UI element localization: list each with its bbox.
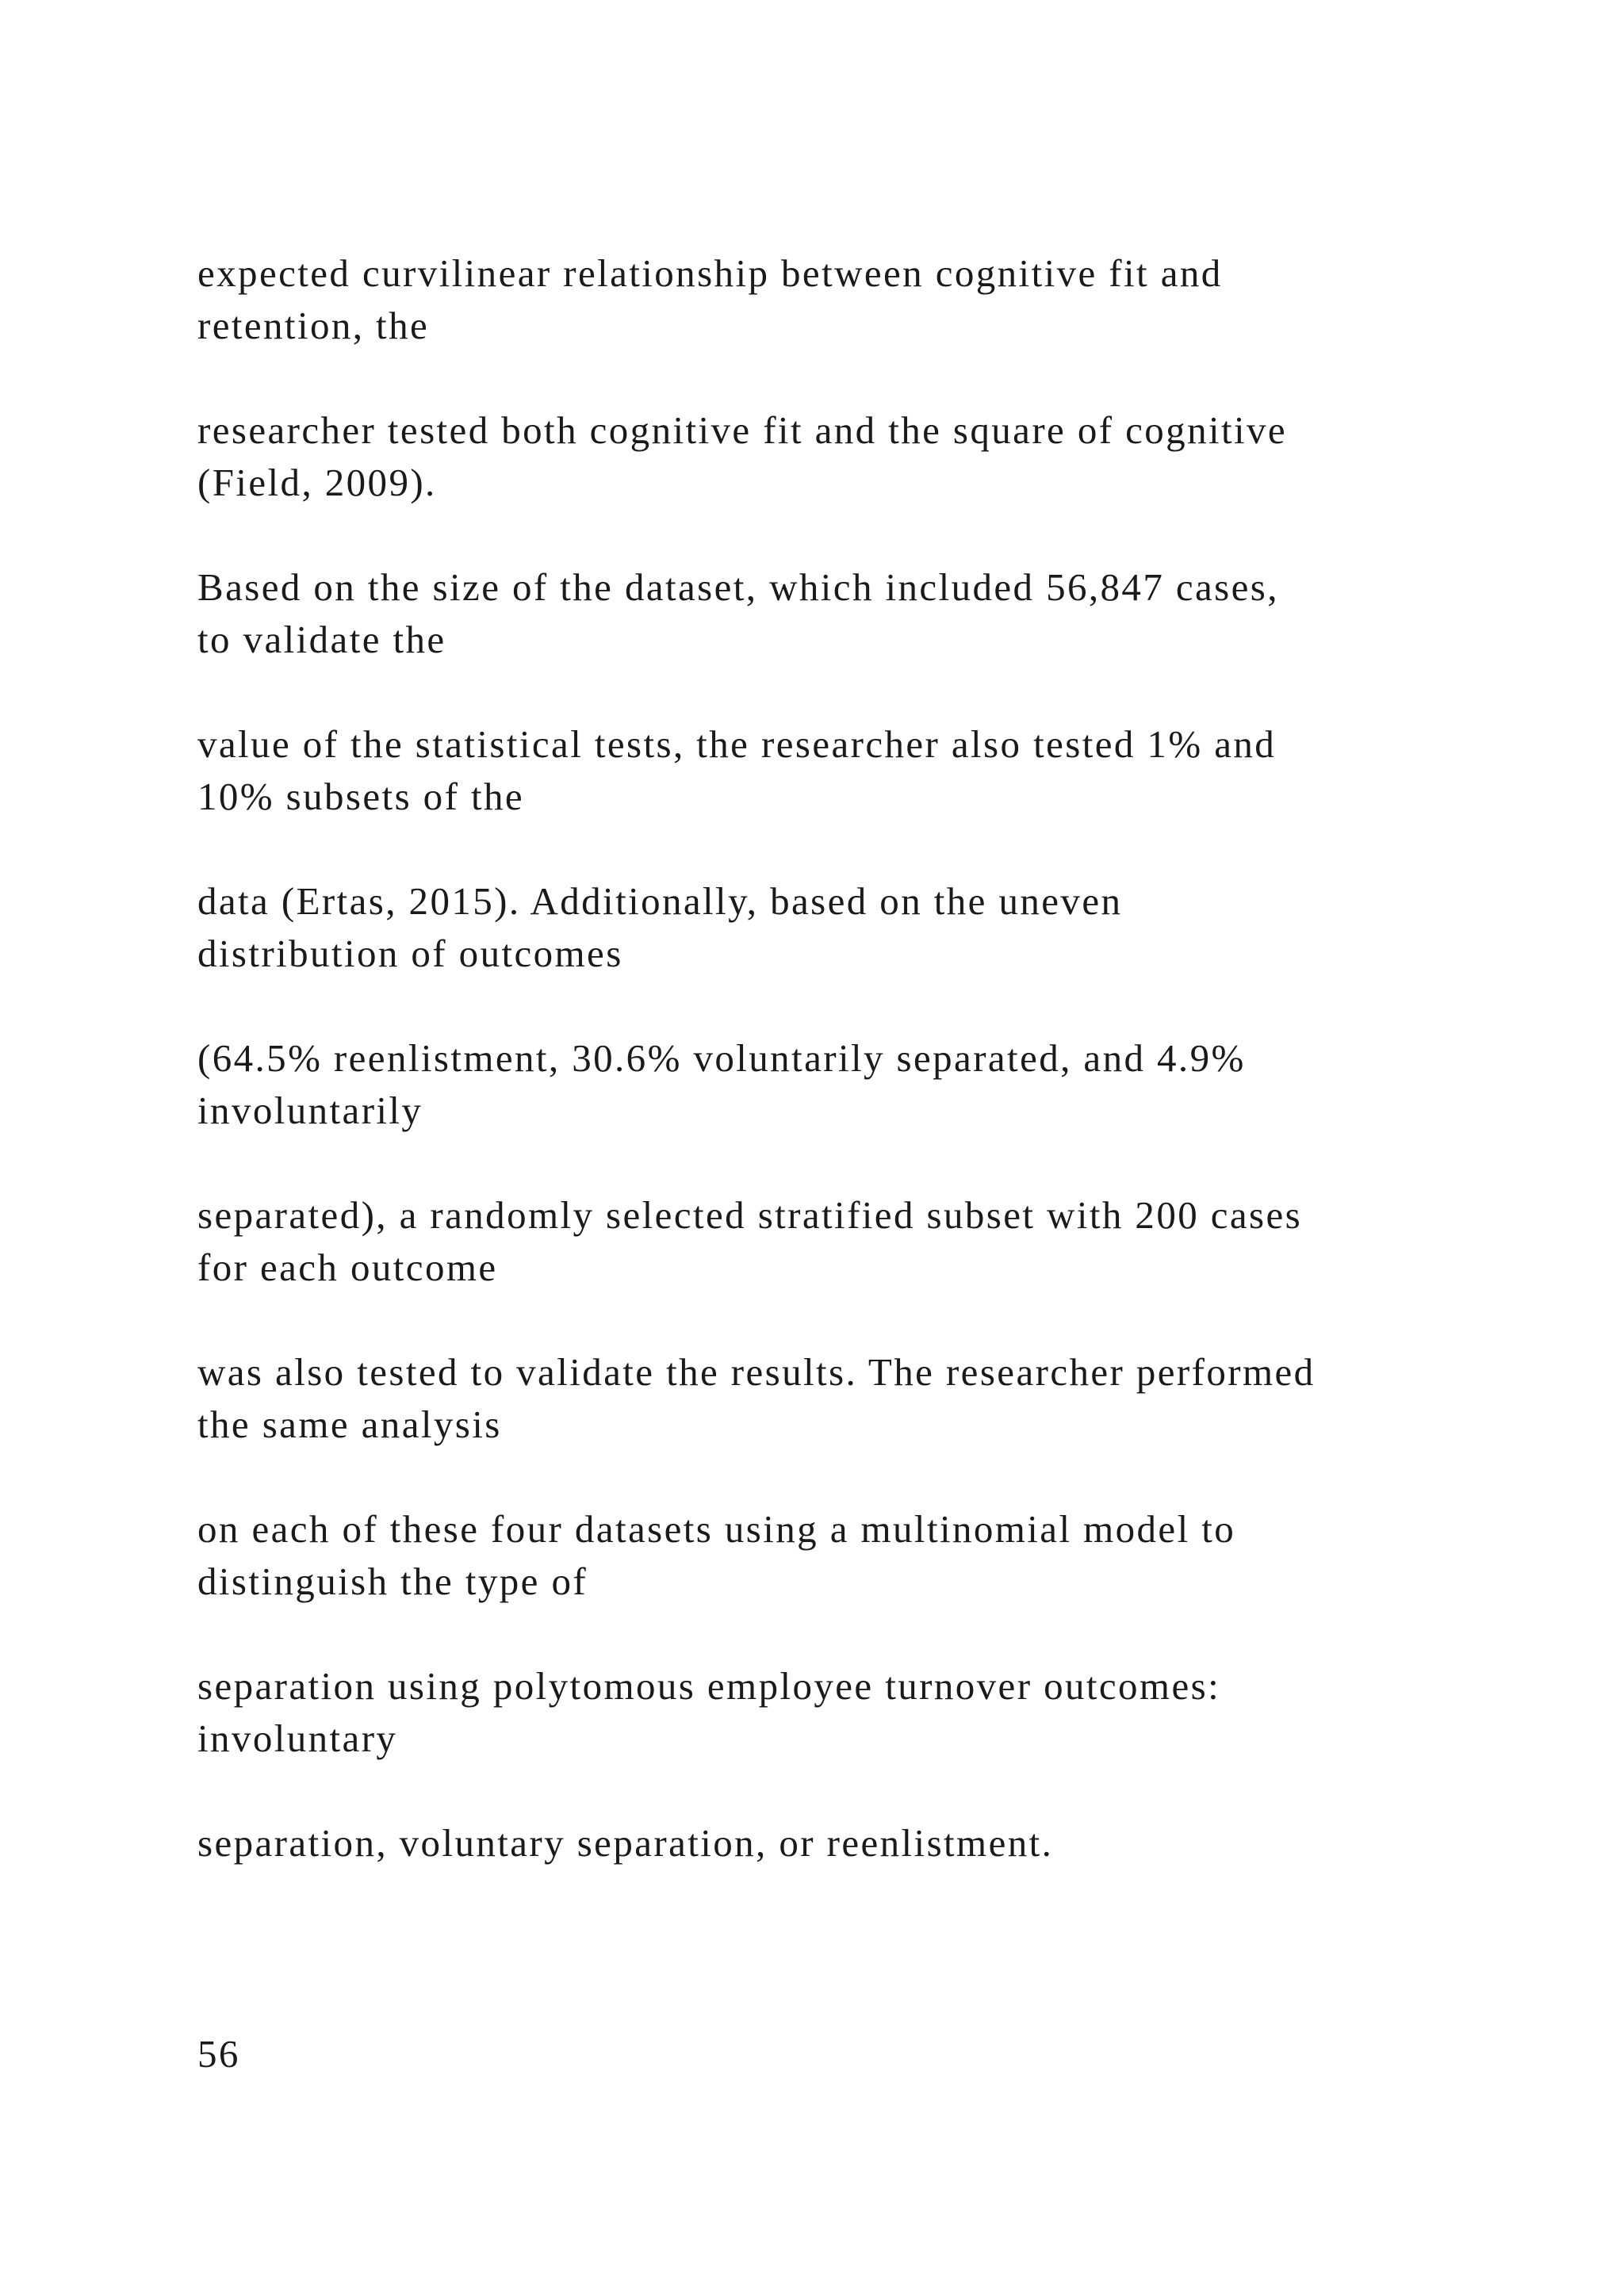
page-number: 56 bbox=[197, 2032, 240, 2076]
text-line: to validate the bbox=[197, 618, 446, 661]
paragraph bbox=[197, 1660, 1514, 1765]
text-line: retention, the bbox=[197, 304, 430, 347]
text-line: value of the statistical tests, the researcher also tested 1% and bbox=[197, 722, 1277, 766]
text-line: distribution of outcomes bbox=[197, 932, 623, 975]
text-line: separation, voluntary separation, or reenlistment. bbox=[197, 1821, 1054, 1865]
text-line: expected curvilinear relationship between cognitive fit and bbox=[197, 251, 1223, 295]
paragraph bbox=[197, 1346, 1514, 1451]
text-line: involuntary bbox=[197, 1716, 398, 1760]
text-line: distinguish the type of bbox=[197, 1559, 588, 1603]
paragraph bbox=[197, 1817, 1514, 1869]
paragraph bbox=[197, 404, 1514, 509]
text-line: separation using polytomous employee turnover outcomes: bbox=[197, 1664, 1221, 1708]
text-line: 10% subsets of the bbox=[197, 775, 525, 818]
paragraph bbox=[197, 875, 1514, 980]
paragraph bbox=[197, 247, 1514, 352]
text-line: for each outcome bbox=[197, 1246, 498, 1289]
paragraph bbox=[197, 1189, 1514, 1294]
body-text bbox=[197, 247, 1514, 1922]
text-line: was also tested to validate the results. The researcher performed bbox=[197, 1350, 1316, 1394]
text-line: the same analysis bbox=[197, 1402, 502, 1446]
text-line: (64.5% reenlistment, 30.6% voluntarily separated, and 4.9% bbox=[197, 1036, 1246, 1080]
paragraph bbox=[197, 1503, 1514, 1608]
text-line: separated), a randomly selected stratified subset with 200 cases bbox=[197, 1193, 1303, 1237]
text-line: data (Ertas, 2015). Additionally, based on the uneven bbox=[197, 879, 1123, 923]
text-line: involuntarily bbox=[197, 1089, 423, 1132]
paragraph bbox=[197, 718, 1514, 823]
text-line: on each of these four datasets using a multinomial model to bbox=[197, 1507, 1236, 1551]
text-line: Based on the size of the dataset, which included 56,847 cases, bbox=[197, 565, 1279, 609]
paragraph bbox=[197, 1032, 1514, 1137]
paragraph bbox=[197, 561, 1514, 666]
text-line: (Field, 2009). bbox=[197, 461, 437, 504]
text-line: researcher tested both cognitive fit and the square of cognitive bbox=[197, 408, 1288, 452]
